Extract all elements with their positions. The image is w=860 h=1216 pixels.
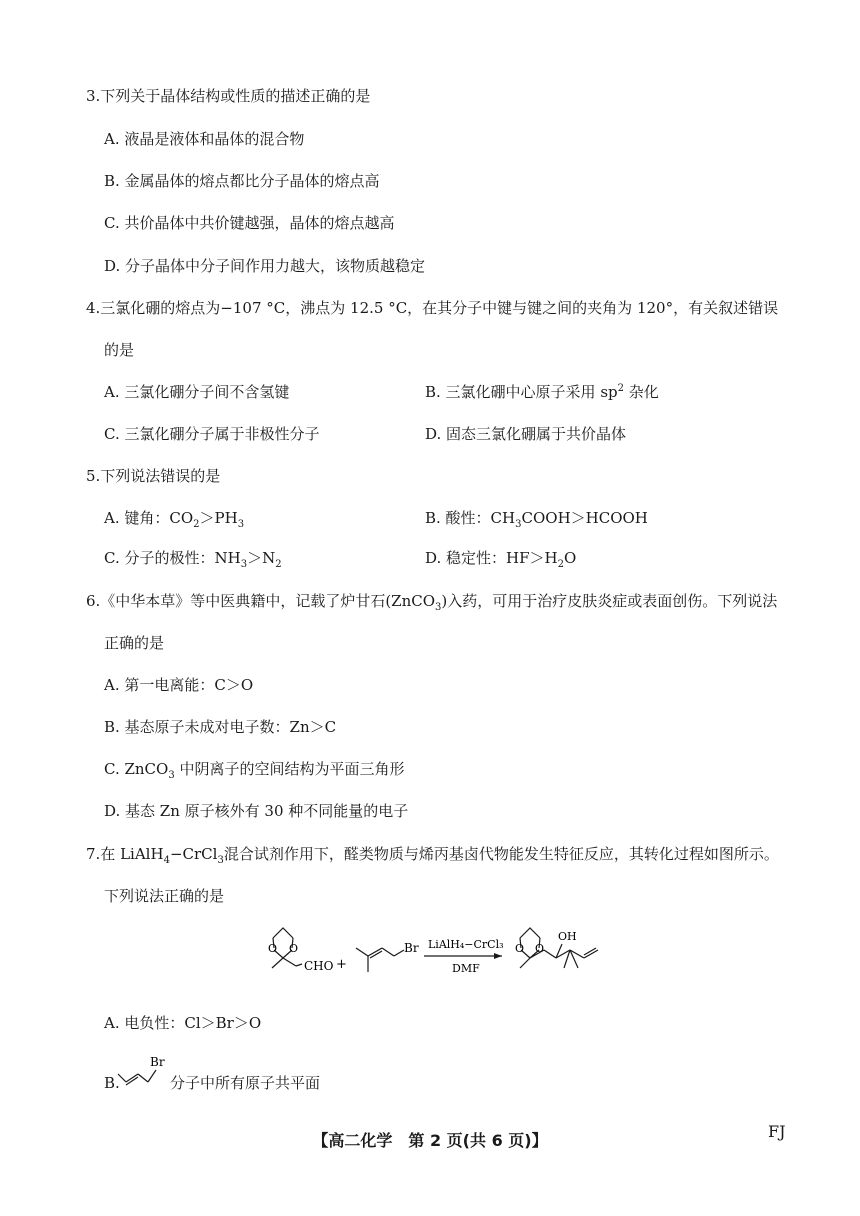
product-o-left: O	[515, 942, 525, 955]
reaction-scheme	[258, 918, 618, 990]
aldehyde-o-right: O	[289, 942, 299, 955]
q7-option-a: A. 电负性：Cl＞Br＞O	[104, 1014, 262, 1032]
q7-stem-pre: 7.在 LiAlH	[86, 845, 164, 863]
q7-option-b-structure	[104, 1052, 166, 1092]
q6-option-a: A. 第一电离能：C＞O	[104, 676, 254, 694]
q7-stem-line1	[86, 844, 779, 864]
q5-stem: 5.下列说法错误的是	[86, 467, 221, 485]
q6-c-sub: 3	[168, 770, 175, 781]
prenyl-br-label: Br	[404, 941, 419, 955]
q4-stem-line2: 的是	[104, 341, 135, 359]
page-footer: 【高二化学 第 2 页(共 6 页)】	[312, 1131, 548, 1150]
q3-option-d: D. 分子晶体中分子间作用力越大，该物质越稳定	[104, 257, 426, 275]
plus-sign: +	[336, 957, 347, 972]
q7-stem-sub2: 3	[217, 855, 224, 866]
reaction-arrowhead	[494, 953, 502, 959]
reagent-bottom: DMF	[452, 962, 480, 975]
q7-option-b-br-label: Br	[150, 1055, 165, 1069]
q3-option-b: B. 金属晶体的熔点都比分子晶体的熔点高	[104, 172, 380, 190]
q5-c-sub1: 3	[240, 559, 248, 570]
q4-option-c: C. 三氯化硼分子属于非极性分子	[104, 425, 320, 443]
q6-stem-sub: 3	[435, 602, 442, 613]
q5-b-pre: B. 酸性：CH	[425, 509, 516, 527]
reagent-top: LiAlH₄−CrCl₃	[428, 938, 504, 951]
q3-stem: 3.下列关于晶体结构或性质的描述正确的是	[86, 87, 371, 105]
q6-option-c	[104, 759, 405, 779]
q4-stem-line1: 4.三氯化硼的熔点为−107 °C，沸点为 12.5 °C，在其分子中键与键之间的夹角为 120°，有关叙述错误	[86, 299, 779, 317]
q5-c-mid: ＞N	[247, 549, 276, 567]
q6-stem-post: )入药，可用于治疗皮肤炎症或表面创伤。下列说法	[441, 592, 778, 610]
q3-option-c: C. 共价晶体中共价键越强，晶体的熔点越高	[104, 214, 395, 232]
q5-a-pre: A. 键角：CO	[104, 509, 194, 527]
q4-b-pre: B. 三氯化硼中心原子采用 sp	[425, 383, 618, 401]
q4-option-a: A. 三氯化硼分子间不含氢键	[104, 383, 290, 401]
q4-b-post: 杂化	[624, 383, 659, 401]
q5-option-c	[104, 548, 282, 568]
q6-stem-line1	[86, 591, 777, 611]
q5-b-sub: 3	[515, 519, 522, 530]
q7-option-b-label: B.	[104, 1074, 120, 1092]
q5-c-pre: C. 分子的极性：NH	[104, 549, 241, 567]
q5-d-post: O	[563, 549, 577, 567]
q3-option-a: A. 液晶是液体和晶体的混合物	[104, 130, 305, 148]
q6-stem-pre: 6.《中华本草》等中医典籍中，记载了炉甘石(ZnCO	[86, 592, 436, 610]
prenyl-bromide-structure	[356, 948, 404, 972]
q5-d-sub: 2	[557, 559, 564, 570]
q5-d-pre: D. 稳定性：HF＞H	[425, 549, 558, 567]
q5-option-d	[425, 548, 576, 568]
q5-option-b	[425, 508, 648, 528]
q7-option-b-text: 分子中所有原子共平面	[170, 1074, 321, 1092]
q4-b-sup: 2	[617, 383, 625, 394]
product-oh-label: OH	[558, 930, 577, 943]
q4-option-b	[425, 382, 659, 402]
q7-stem-mid: −CrCl	[169, 845, 218, 863]
q6-option-b: B. 基态原子未成对电子数：Zn＞C	[104, 718, 337, 736]
q7-stem-post: 混合试剂作用下，醛类物质与烯丙基卤代物能发生特征反应，其转化过程如图所示。	[223, 845, 779, 863]
q5-option-a	[104, 508, 244, 528]
q5-a-sub2: 3	[237, 519, 245, 530]
q5-a-mid: ＞PH	[199, 509, 238, 527]
product-o-right: O	[535, 942, 545, 955]
q6-option-d: D. 基态 Zn 原子核外有 30 种不同能量的电子	[104, 802, 409, 820]
q4-option-d: D. 固态三氯化硼属于共价晶体	[425, 425, 627, 443]
q6-c-post: 中阴离子的空间结构为平面三角形	[174, 760, 405, 778]
q6-c-pre: C. ZnCO	[104, 760, 169, 778]
q6-stem-line2: 正确的是	[104, 634, 165, 652]
q7-stem-sub1: 4	[163, 855, 170, 866]
corner-code: FJ	[768, 1122, 786, 1141]
q5-c-sub2: 2	[275, 559, 282, 570]
aldehyde-cho-label: CHO	[304, 959, 334, 973]
q5-b-post: COOH＞HCOOH	[521, 509, 648, 527]
aldehyde-o-left: O	[268, 942, 278, 955]
q5-a-sub1: 2	[193, 519, 200, 530]
q7-stem-line2: 下列说法正确的是	[104, 887, 225, 905]
